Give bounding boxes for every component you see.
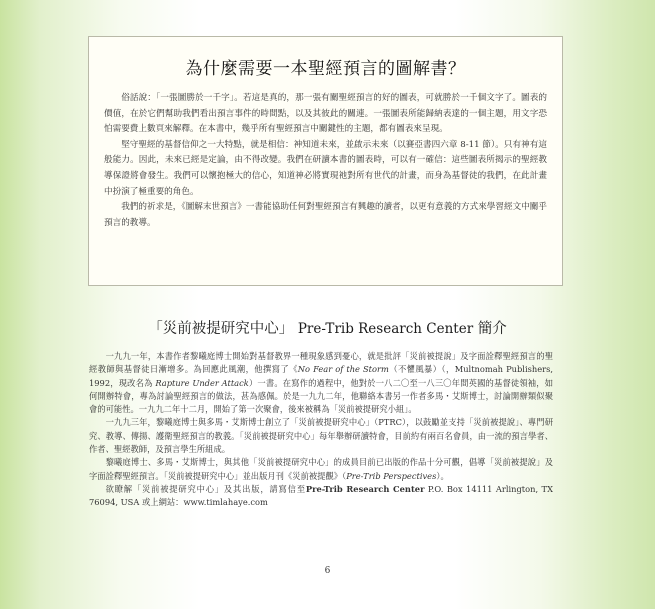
section-title-tail: 簡介 (477, 321, 507, 337)
p4-part-a: 欲瞭解「災前被提研究中心」及其出版，請寫信至 (105, 483, 306, 494)
p1-part-c: ）一書。在寫作的過程中，他對於一八二〇至一八三〇年間英國的基督徒領袖，如何開辦特會，專為討論聖經預言的做法，甚為感佩。於是一九九二年，他聯絡本書另一作者多馬・艾斯博士，討論開辦類似聚會的可能性。一九九二年十二月，開始了第一次聚會，後來被稱為「災前被提研究小組」。 (89, 377, 553, 415)
contact-address: P.O. Box 14111 Arlington, TX 76094, USA 或上網站：www.timlahaye.com (89, 483, 553, 508)
section-paragraph-1 (89, 350, 553, 416)
p1-part-b: ，Multnomah Publishers, 1992，現改名為 (89, 364, 553, 388)
section-title-english: Pre-Trib Research Center (297, 321, 474, 337)
section-paragraph-2: 一九九三年，黎曦庭博士與多馬・艾斯博士創立了「災前被提研究中心」（PTRC），以鼓勵並支持「災前被提說」、專門研究、教導、傳揚、護衛聖經預言的教義。「災前被提研究中心」每年舉辦研讀特會，目前約有兩百名會員，由一流的預言學者、作者、聖經教師，及預言學生所組成。 (89, 417, 553, 455)
p1-part-a: 一九九一年，本書作者黎曦庭博士開始對基督教界一種現象感到憂心，就是批評「災前被提說」及字面詮釋聖經預言的聖經教師與基督徒日漸增多。為回應此風潮，他撰寫了《 (89, 351, 553, 375)
section-body (89, 350, 553, 510)
section-paragraph-3 (89, 456, 553, 483)
section-title-chinese: 「災前被提研究中心」 (148, 321, 294, 337)
page-number: 6 (324, 566, 331, 576)
p3-part-b: ）。 (436, 470, 449, 481)
section-title (0, 317, 655, 338)
p1-paren: （不懼風暴）（ (388, 364, 446, 375)
section-paragraph-4 (89, 483, 553, 510)
book-title-no-fear: No Fear of the Storm (297, 364, 389, 375)
box-title: 為什麼需要一本聖經預言的圖解書？ (185, 59, 466, 79)
organization-name: Pre-Trib Research Center (305, 483, 425, 494)
box-body (104, 91, 547, 231)
box-paragraph-1: 俗話說：「一張圖勝於一千字」。若這是真的，那一張有關聖經預言的好的圖表，可就勝於一千個文字了。圖表的價值，在於它們幫助我們看出預言事件的時間點，以及其彼此的關連。一張圖表所能歸納表達的一個主題，用文字恐怕需要費上數頁來解釋。在本書中，幾乎所有聖經預言中關鍵性的主題，都有圖表來呈現。 (104, 93, 547, 135)
preface-box (88, 36, 563, 286)
box-paragraph-2: 堅守聖經的基督信仰之一大特點，就是相信：神知道未來，並啟示未來（以賽亞書四六章 8-11 節）。只有神有這般能力。因此，未來已經是定論，由不得改變。我們在研讀本書的圖表時，可以有一確信：這些圖表所揭示的聖經教導保證將會發生。我們可以懷抱極大的信心，知道神必將實現祂對所有世代的計畫，而身為基督徒的我們，在此計畫中扮演了極重要的角色。 (104, 139, 547, 197)
p3-part-a: 黎曦庭博士、多馬・艾斯博士，與其他「災前被提研究中心」的成員目前已出版的作品十分可觀，倡導「災前被提說」及字面詮釋聖經預言。「災前被提研究中心」並出版月刊《災前被提觀》（ (89, 457, 553, 481)
book-title-rapture: Rapture Under Attack (155, 377, 249, 388)
box-paragraph-3: 我們的祈求是，《圖解末世預言》一書能協助任何對聖經預言有興趣的讀者，以更有意義的方式來學習經文中關乎預言的教導。 (104, 202, 547, 228)
periodical-title: Pre-Trib Perspectives (346, 470, 437, 481)
